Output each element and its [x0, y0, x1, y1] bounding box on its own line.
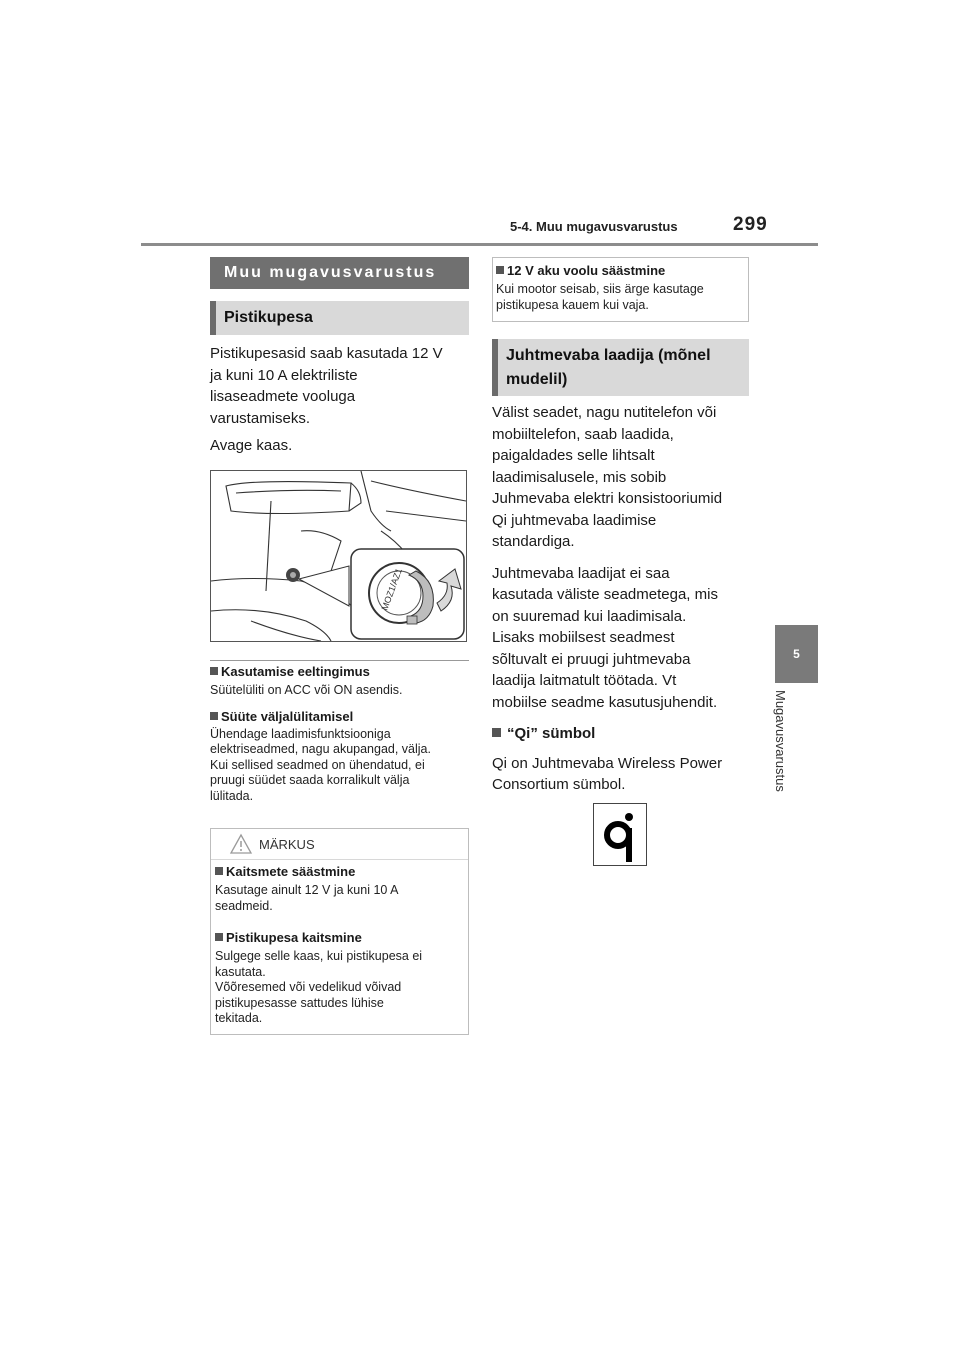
bullet-square-icon — [210, 667, 218, 675]
notice-body — [215, 864, 467, 1027]
wireless-charger-text: Välist seadet, nagu nutitelefon või mobiiltelefon, saab laadida, paigaldades selle lihtsalt laadimisalusele, mis sobib Juhmevaba elektri konsistooriumid Qi juhtmevaba laadimise standardiga. Juhtmevaba laadijat ei saa kasutada väliste seadmetega, mis on suuremad kui laadimisala. Lisaks mobiilsest seadmest sõltuvalt ei pruugi juhtmevaba laadija laitmatult töötada. Vt mobiilse seadme kasutusjuhendit. “Qi” sümbol Qi on Juhtmevaba Wireless Power Consortium sümbol. — [492, 402, 754, 796]
bullet-square-icon — [496, 266, 504, 274]
protect-heading: Pistikupesa kaitsmine — [215, 930, 467, 945]
battery-text: Kui mootor seisab, siis ärge kasutage pistikupesa kauem kui vaja. — [496, 282, 704, 312]
bullet-square-icon — [210, 712, 218, 720]
ignition-text: Ühendage laadimisfunktsiooniga elektriseadmed, nagu akupangad, välja. Kui sellised seadmed on ühendatud, ei pruugi süüdet saada korralikult välja lülitada. — [210, 726, 431, 803]
qi-logo-icon — [593, 803, 647, 866]
bullet-square-icon — [215, 933, 223, 941]
condition-heading: Kasutamise eeltingimus — [210, 664, 472, 679]
divider — [210, 660, 469, 661]
intro-line: Pistikupesasid saab kasutada 12 V — [210, 345, 443, 362]
usage-notes — [210, 664, 472, 804]
power-outlet-illustration — [210, 470, 467, 642]
ignition-heading: Süüte väljalülitamisel — [210, 709, 472, 724]
battery-heading: 12 V aku voolu säästmine — [496, 263, 746, 278]
bullet-square-icon — [492, 728, 501, 737]
chapter-label: Mugavusvarustus — [773, 690, 788, 792]
protect-text: Sulgege selle kaas, kui pistikupesa ei kasutata. Võõresemed või vedelikud võivad pistikupesasse sattudes lühise tekitada. — [215, 949, 423, 1025]
fuse-text: Kasutage ainult 12 V ja kuni 10 A seadmeid. — [215, 883, 399, 913]
bullet-square-icon — [215, 867, 223, 875]
notice-header — [211, 829, 468, 860]
chapter-side-label — [765, 690, 825, 890]
notice-title: MÄRKUS — [259, 837, 315, 852]
header-rule — [141, 243, 818, 246]
intro-line: varustamiseks. — [210, 409, 311, 427]
console-drawing — [211, 471, 466, 641]
page-number: 299 — [733, 214, 768, 235]
chapter-tab — [775, 625, 818, 683]
section-title: Muu mugavusvarustus — [210, 257, 469, 289]
subsection-title-wireless-charger: Juhtmevaba laadija (mõnel mudelil) — [492, 339, 749, 396]
cap-marking-text: MOZ1/AZ1 — [379, 566, 404, 612]
chapter-number: 5 — [793, 647, 800, 661]
intro-line: ja kuni 10 A elektriliste — [210, 366, 358, 384]
open-lid-instruction: Avage kaas. — [210, 437, 293, 454]
warning-triangle-icon — [229, 833, 253, 855]
running-header-section: 5-4. Muu mugavusvarustus — [510, 219, 678, 234]
qi-heading: “Qi” sümbol — [492, 723, 754, 745]
subsection-title-pistikupesa: Pistikupesa — [210, 301, 469, 335]
condition-text: Süütelüliti on ACC või ON asendis. — [210, 683, 403, 697]
pistikupesa-intro — [210, 343, 470, 429]
battery-saving-box — [492, 257, 749, 322]
fuse-heading: Kaitsmete säästmine — [215, 864, 467, 879]
intro-line: lisaseadmete vooluga — [210, 388, 356, 405]
notice-box — [210, 828, 469, 1035]
